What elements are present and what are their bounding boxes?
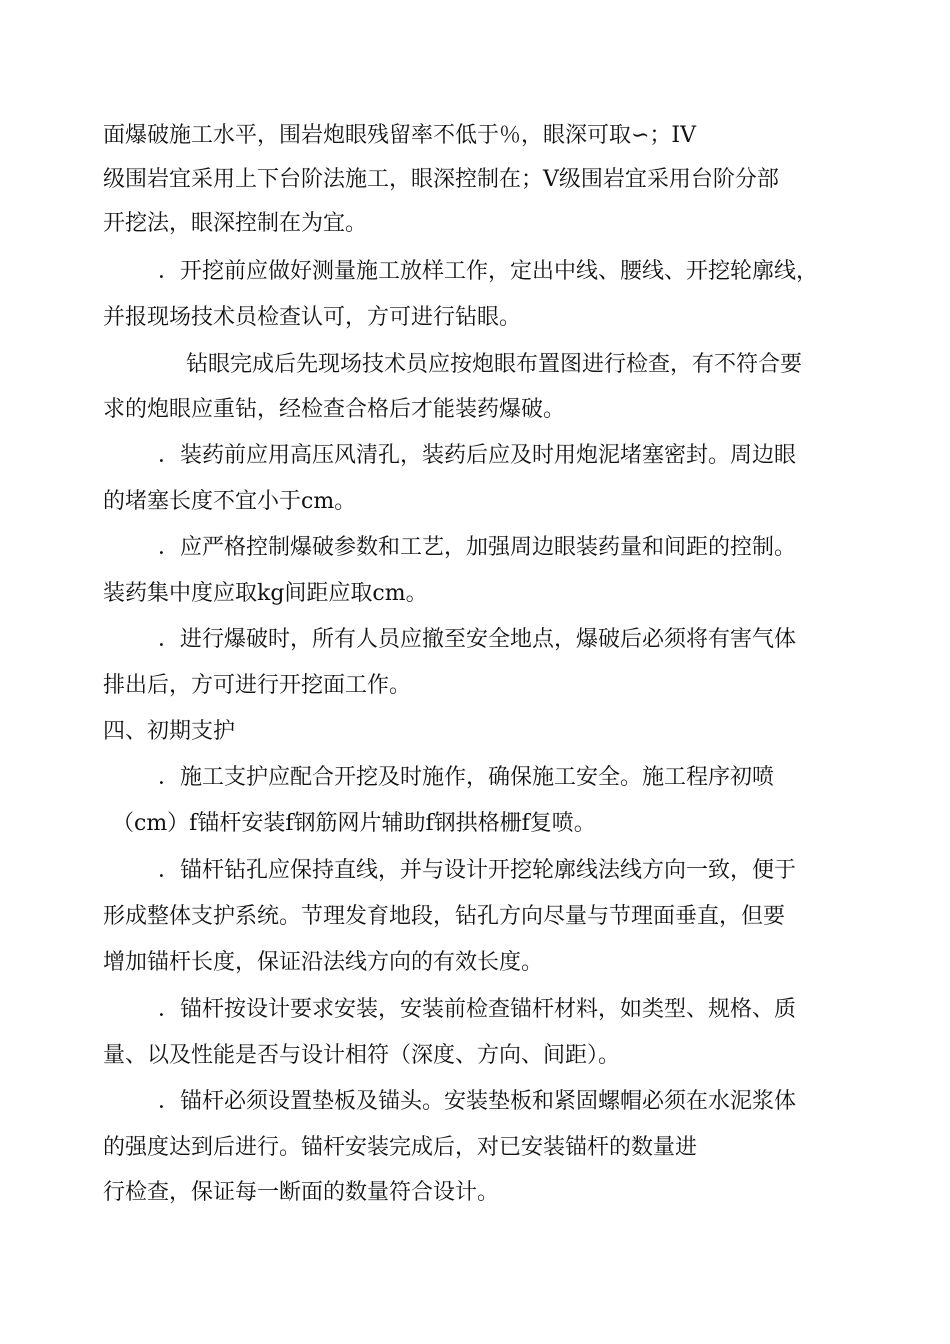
text-line-24: 行检查，保证每一断面的数量符合设计。: [103, 1180, 500, 1205]
text-line-12: ．进行爆破时，所有人员应撤至安全地点，爆破后必须将有害气体: [158, 627, 797, 652]
text-line-17: ．锚杆钻孔应保持直线，并与设计开挖轮廓线法线方向一致，便于: [158, 858, 797, 883]
text-line-4: ．开挖前应做好测量施工放样工作，定出中线、腰线、开挖轮廓线，: [158, 259, 819, 284]
section-heading: 四、初期支护: [103, 719, 236, 744]
text-line-16: （cm）f锚杆安装f钢筋网片辅助f钢拱格栅f复喷。: [112, 811, 596, 836]
text-line-2: 级围岩宜采用上下台阶法施工，眼深控制在；V级围岩宜采用台阶分部: [103, 167, 779, 192]
text-line-15: ．施工支护应配合开挖及时施作，确保施工安全。施工程序初喷: [158, 765, 775, 790]
text-line-13: 排出后，方可进行开挖面工作。: [103, 673, 412, 698]
text-line-22: ．锚杆必须设置垫板及锚头。安装垫板和紧固螺帽必须在水泥浆体: [158, 1089, 797, 1114]
text-line-20: ．锚杆按设计要求安装，安装前检查锚杆材料，如类型、规格、质: [158, 997, 797, 1022]
text-line-18: 形成整体支护系统。节理发育地段，钻孔方向尽量与节理面垂直，但要: [103, 904, 786, 929]
text-line-7: 求的炮眼应重钻，经检查合格后才能装药爆破。: [103, 397, 566, 422]
text-line-10: ．应严格控制爆破参数和工艺，加强周边眼装药量和间距的控制。: [158, 535, 797, 560]
text-line-6: 钻眼完成后先现场技术员应按炮眼布置图进行检查，有不符合要: [186, 352, 803, 377]
text-line-5: 并报现场技术员检查认可，方可进行钻眼。: [103, 305, 522, 330]
text-line-1: 面爆破施工水平，围岩炮眼残留率不低于％，眼深可取∽；IV: [103, 123, 697, 148]
text-line-3: 开挖法，眼深控制在为宜。: [103, 211, 368, 236]
text-line-8: ．装药前应用高压风清孔，装药后应及时用炮泥堵塞密封。周边眼: [158, 443, 797, 468]
text-line-9: 的堵塞长度不宜小于cm。: [103, 489, 357, 514]
text-line-21: 量、以及性能是否与设计相符（深度、方向、间距）。: [103, 1043, 621, 1068]
text-line-19: 增加锚杆长度，保证沿法线方向的有效长度。: [103, 950, 544, 975]
text-line-23: 的强度达到后进行。锚杆安装完成后，对已安装锚杆的数量进: [103, 1135, 698, 1160]
text-line-11: 装药集中度应取kg间距应取cm。: [103, 581, 428, 606]
